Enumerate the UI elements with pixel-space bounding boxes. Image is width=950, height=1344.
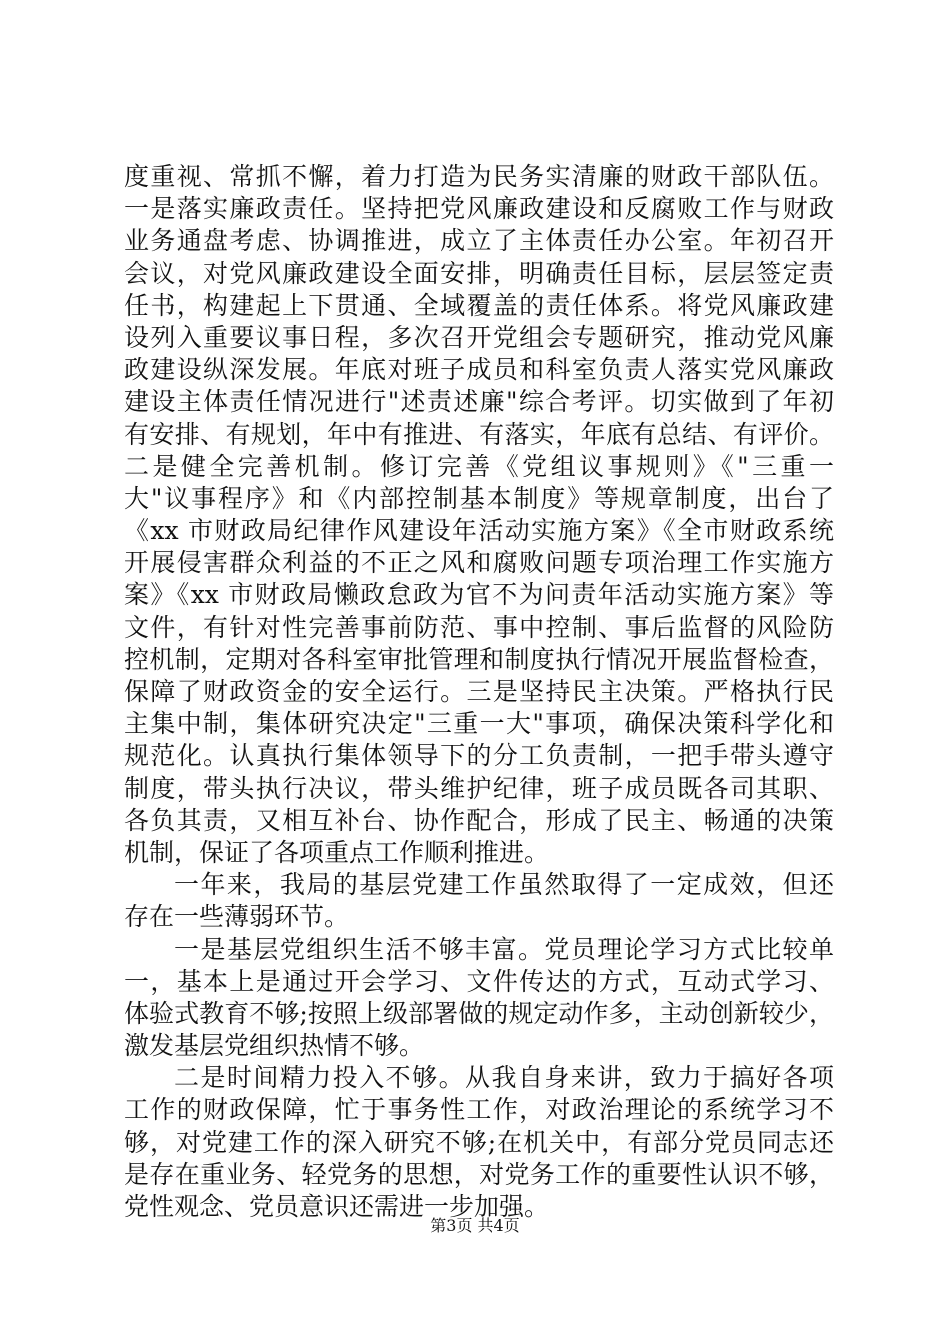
- text-line: 业务通盘考虑、协调推进，成立了主体责任办公室。年初召开: [124, 226, 834, 256]
- text-line: 主集中制，集体研究决定"三重一大"事项，确保决策科学化和: [124, 709, 834, 739]
- text-line: 机制，保证了各项重点工作顺利推进。: [124, 837, 550, 867]
- text-line: 一年来，我局的基层党建工作虽然取得了一定成效，但还: [174, 870, 834, 900]
- text-line: 保障了财政资金的安全运行。三是坚持民主决策。严格执行民: [124, 677, 834, 706]
- text-line: 政建设纵深发展。年底对班子成员和科室负责人落实党风廉政: [124, 355, 834, 385]
- text-line: 控机制，定期对各科室审批管理和制度执行情况开展监督检查，: [124, 644, 834, 674]
- text-line: 设列入重要议事日程，多次召开党组会专题研究，推动党风廉: [124, 322, 834, 352]
- text-line: 一，基本上是通过开会学习、文件传达的方式，互动式学习、: [124, 966, 834, 996]
- text-line: 度重视、常抓不懈，着力打造为民务实清廉的财政干部队伍。: [124, 162, 834, 191]
- text-line: 开展侵害群众利益的不正之风和腐败问题专项治理工作实施方: [124, 548, 834, 578]
- text-line: 党性观念、党员意识还需进一步加强。: [124, 1192, 550, 1221]
- text-line: 制度，带头执行决议，带头维护纪律，班子成员既各司其职、: [124, 773, 834, 803]
- text-line: 文件，有针对性完善事前防范、事中控制、事后监督的风险防: [124, 612, 834, 642]
- page-footer: 第3页 共4页: [430, 1216, 520, 1235]
- text-line: 体验式教育不够;按照上级部署做的规定动作多，主动创新较少，: [124, 998, 834, 1028]
- text-line: 工作的财政保障，忙于事务性工作，对政治理论的系统学习不: [124, 1095, 834, 1125]
- text-line: 建设主体责任情况进行"述责述廉"综合考评。切实做到了年初: [124, 387, 834, 417]
- text-line: 存在一些薄弱环节。: [124, 902, 350, 932]
- text-line: 任书，构建起上下贯通、全域覆盖的责任体系。将党风廉政建: [124, 290, 834, 320]
- text-line: 是存在重业务、轻党务的思想，对党务工作的重要性认识不够，: [124, 1159, 834, 1189]
- text-line: 够，对党建工作的深入研究不够;在机关中，有部分党员同志还: [124, 1127, 834, 1157]
- text-line: 大"议事程序》和《内部控制基本制度》等规章制度，出台了: [124, 483, 834, 513]
- text-line: 各负其责，又相互补台、协作配合，形成了民主、畅通的决策: [124, 805, 834, 835]
- text-line: 会议，对党风廉政建设全面安排，明确责任目标，层层签定责: [124, 258, 834, 288]
- text-line: 规范化。认真执行集体领导下的分工负责制，一把手带头遵守: [124, 741, 834, 771]
- text-line: 二是时间精力投入不够。从我自身来讲，致力于搞好各项: [174, 1063, 834, 1093]
- text-line: 有安排、有规划，年中有推进、有落实，年底有总结、有评价。: [124, 419, 834, 449]
- text-line: 案》《xx 市财政局懒政怠政为官不为问责年活动实施方案》等: [124, 580, 834, 610]
- body-text: [124, 161, 834, 1223]
- text-line: 二是健全完善机制。修订完善《党组议事规则》《"三重一: [124, 451, 834, 481]
- text-line: 激发基层党组织热情不够。: [124, 1031, 425, 1061]
- text-line: 一是落实廉政责任。坚持把党风廉政建设和反腐败工作与财政: [124, 194, 834, 224]
- text-line: 一是基层党组织生活不够丰富。党员理论学习方式比较单: [174, 934, 834, 964]
- text-line: 《xx 市财政局纪律作风建设年活动实施方案》《全市财政系统: [124, 516, 834, 546]
